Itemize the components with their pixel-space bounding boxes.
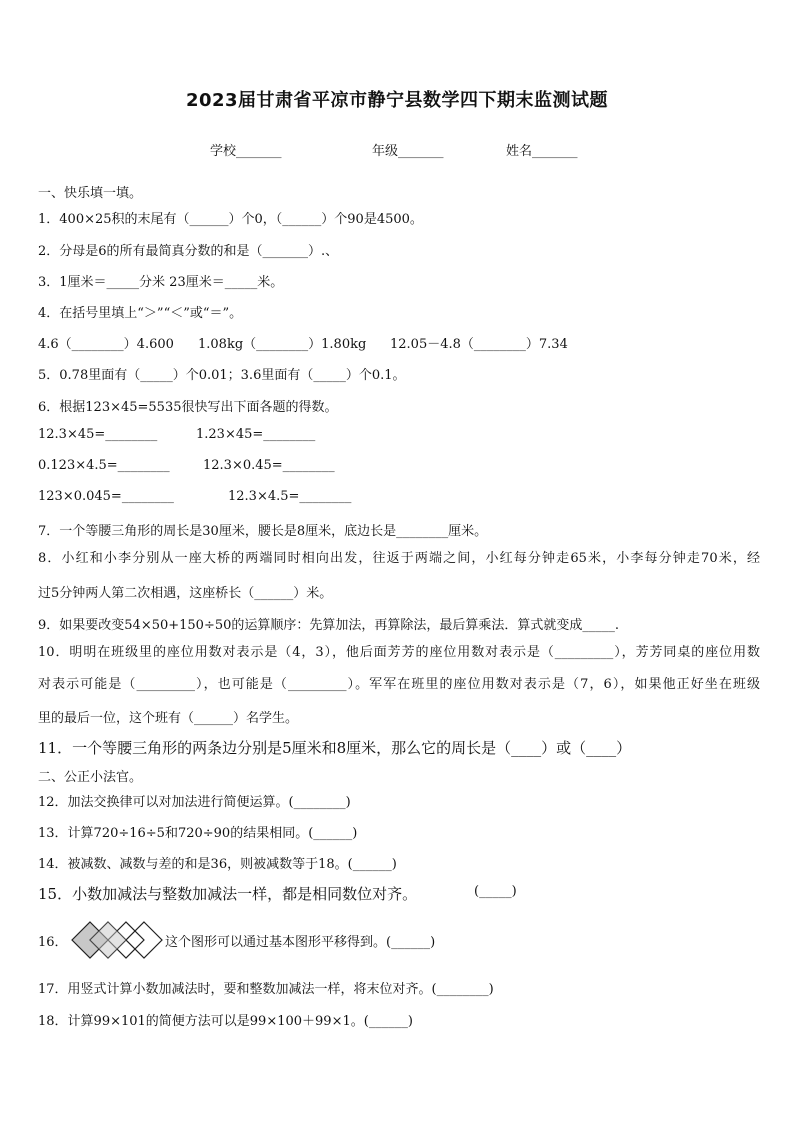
grade-field: 年级_______	[372, 144, 444, 159]
question-4-item-a: 4.6（________）4.600	[38, 337, 174, 352]
question-16-number: 16．	[38, 935, 68, 950]
question-9: 9．如果要改变54×50+150÷50的运算顺序：先算加法，再算除法，最后算乘法．算式就变成_____.	[38, 618, 620, 633]
question-2: 2．分母是6的所有最简真分数的和是（_______）.、	[38, 244, 339, 259]
question-8-line-2: 过5分钟两人第二次相遇，这座桥长（______）米。	[38, 586, 333, 601]
question-4-item-b: 1.08kg（________）1.80kg	[198, 337, 367, 352]
question-7: 7．一个等腰三角形的周长是30厘米，腰长是8厘米，底边长是________厘米。	[38, 524, 488, 539]
question-15: 15．小数加减法与整数加减法一样，都是相同数位对齐。	[38, 885, 418, 903]
question-12: 12．加法交换律可以对加法进行简便运算。(________)	[38, 795, 351, 810]
question-18: 18．计算99×101的简便方法可以是99×100＋99×1。(______)	[38, 1014, 413, 1029]
question-6-item-d: 12.3×0.45=________	[203, 458, 335, 473]
name-field: 姓名_______	[506, 144, 578, 159]
question-16: 这个图形可以通过基本图形平移得到。(______)	[165, 935, 436, 950]
question-14: 14．被减数、减数与差的和是36，则被减数等于18。(______)	[38, 857, 397, 872]
question-13: 13．计算720÷16÷5和720÷90的结果相同。(______)	[38, 826, 358, 841]
page-title: 2023届甘肃省平凉市静宁县数学四下期末监测试题	[185, 90, 609, 111]
question-11: 11．一个等腰三角形的两条边分别是5厘米和8厘米，那么它的周长是（____）或（____）	[38, 739, 632, 757]
question-5: 5．0.78里面有（_____）个0.01；3.6里面有（_____）个0.1。	[38, 368, 406, 383]
question-6-item-c: 0.123×4.5=________	[38, 458, 170, 473]
question-10-line-1: 10．明明在班级里的座位用数对表示是（4，3），他后面芳芳的座位用数对表示是（_________），芳芳同桌的座位用数	[38, 645, 760, 660]
question-10-line-2: 对表示可能是（_________），也可能是（_________）。军军在班里的座位用数对表示是（7，6），如果他正好坐在班级	[38, 677, 760, 692]
question-3: 3．1厘米＝_____分米 23厘米＝_____米。	[38, 275, 284, 290]
question-6-item-e: 123×0.045=________	[38, 489, 174, 504]
question-6-item-a: 12.3×45=________	[38, 427, 158, 442]
question-6-item-b: 1.23×45=________	[196, 427, 316, 442]
question-17: 17．用竖式计算小数加减法时，要和整数加减法一样，将末位对齐。(________)	[38, 982, 494, 997]
question-15-blank: (_____)	[474, 884, 517, 899]
question-8-line-1: 8．小红和小李分别从一座大桥的两端同时相向出发，往返于两端之间，小红每分钟走65米，小李每分钟走70米，经	[38, 551, 760, 566]
question-4-item-c: 12.05－4.8（________）7.34	[390, 337, 568, 352]
question-1: 1．400×25积的末尾有（______）个0，（______）个90是4500。	[38, 212, 423, 227]
question-6-item-f: 12.3×4.5=________	[228, 489, 352, 504]
section-2-heading: 二、公正小法官。	[38, 770, 143, 785]
question-10-line-3: 里的最后一位，这个班有（______）名学生。	[38, 711, 299, 726]
school-field: 学校_______	[210, 144, 282, 159]
question-4: 4．在括号里填上“＞”“＜”或“＝”。	[38, 306, 243, 321]
rhombus-pattern-figure	[70, 920, 166, 960]
question-6: 6．根据123×45=5535很快写出下面各题的得数。	[38, 400, 338, 415]
section-1-heading: 一、快乐填一填。	[38, 186, 143, 201]
